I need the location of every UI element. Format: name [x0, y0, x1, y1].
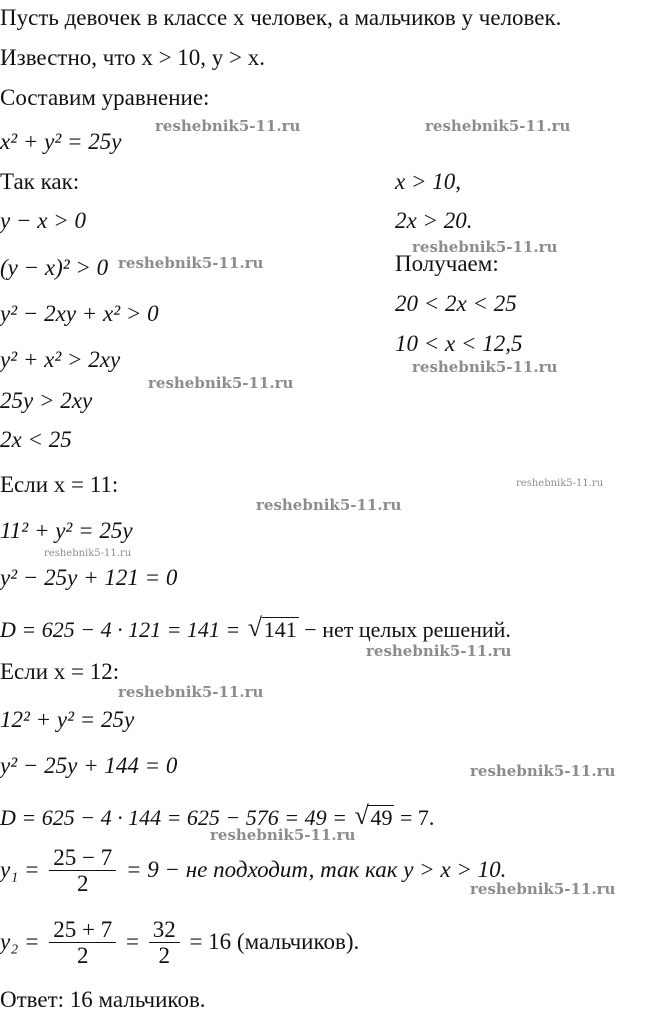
line-intro: Пусть девочек в классе x человек, а мальчиков y человек.	[0, 5, 562, 30]
right-line-2: 2x > 20.	[395, 208, 473, 233]
line-ineq-6: 2x < 25	[0, 427, 72, 452]
line-equation: x² + y² = 25y	[0, 129, 122, 154]
line-discriminant-11	[0, 613, 511, 644]
sqrt-sign-icon: √	[247, 613, 263, 642]
line-eq-11: 11² + y² = 25y	[0, 518, 133, 543]
watermark: reshebnik5-11.ru	[118, 683, 264, 701]
watermark: reshebnik5-11.ru	[412, 358, 558, 376]
watermark: reshebnik5-11.ru	[366, 642, 512, 660]
right-line-3: Получаем:	[395, 251, 499, 276]
root-2-numerator-2: 32	[149, 918, 180, 943]
line-since: Так как:	[0, 169, 80, 194]
root-2-denominator-1: 2	[76, 943, 89, 968]
root-2-result: = 16 (мальчиков).	[189, 928, 360, 954]
right-line-1: x > 10,	[395, 169, 461, 194]
disc-12-result: = 7.	[399, 805, 435, 830]
line-known: Известно, что x > 10, y > x.	[0, 45, 266, 70]
sqrt-141	[247, 613, 299, 644]
root-1-fraction	[49, 846, 116, 897]
disc-12-expr: D = 625 − 4 · 144 = 625 − 576 = 49 =	[0, 805, 347, 830]
right-line-4: 20 < 2x < 25	[395, 291, 517, 316]
root-2-equals: =	[125, 928, 139, 954]
root-2-label: y₂ =	[0, 928, 40, 954]
watermark: reshebnik5-11.ru	[516, 478, 604, 489]
root-1-numerator: 25 − 7	[49, 846, 116, 871]
line-ineq-2: (y − x)² > 0	[0, 255, 109, 280]
line-quad-11: y² − 25y + 121 = 0	[0, 565, 178, 590]
watermark: reshebnik5-11.ru	[470, 880, 616, 898]
line-root-2	[0, 918, 359, 969]
line-case-11: Если x = 11:	[0, 472, 119, 497]
line-quad-12: y² − 25y + 144 = 0	[0, 753, 178, 778]
watermark: reshebnik5-11.ru	[210, 826, 356, 844]
disc-11-note: − нет целых решений.	[304, 617, 511, 642]
sqrt-49-radicand: 49	[370, 805, 393, 830]
watermark: reshebnik5-11.ru	[425, 117, 571, 135]
watermark: reshebnik5-11.ru	[155, 117, 301, 135]
watermark: reshebnik5-11.ru	[256, 496, 402, 514]
watermark: reshebnik5-11.ru	[44, 548, 132, 559]
line-ineq-1: y − x > 0	[0, 208, 86, 233]
watermark: reshebnik5-11.ru	[118, 254, 264, 272]
sqrt-49	[354, 801, 394, 832]
root-2-fraction-2	[149, 918, 180, 969]
line-case-12: Если x = 12:	[0, 659, 120, 684]
root-2-denominator-2: 2	[158, 943, 170, 968]
sqrt-sign-icon: √	[354, 801, 369, 830]
line-eq-12: 12² + y² = 25y	[0, 707, 135, 732]
line-compose: Составим уравнение:	[0, 85, 210, 110]
root-1-label: y₁ =	[0, 856, 40, 882]
watermark: reshebnik5-11.ru	[412, 238, 558, 256]
root-1-note: = 9 − не подходит, так как y > x > 10.	[125, 856, 507, 882]
disc-11-expr: D = 625 − 4 · 121 = 141 =	[0, 617, 241, 642]
right-line-5: 10 < x < 12,5	[395, 331, 523, 356]
root-2-numerator-1: 25 + 7	[49, 918, 116, 943]
watermark: reshebnik5-11.ru	[470, 762, 616, 780]
root-2-fraction-1	[49, 918, 116, 969]
line-answer: Ответ: 16 мальчиков.	[0, 987, 206, 1012]
line-ineq-5: 25y > 2xy	[0, 388, 93, 413]
line-ineq-4: y² + x² > 2xy	[0, 347, 121, 372]
line-root-1	[0, 846, 506, 897]
root-1-denominator: 2	[76, 871, 89, 896]
sqrt-141-radicand: 141	[263, 617, 297, 642]
line-ineq-3: y² − 2xy + x² > 0	[0, 301, 159, 326]
watermark: reshebnik5-11.ru	[148, 374, 294, 392]
